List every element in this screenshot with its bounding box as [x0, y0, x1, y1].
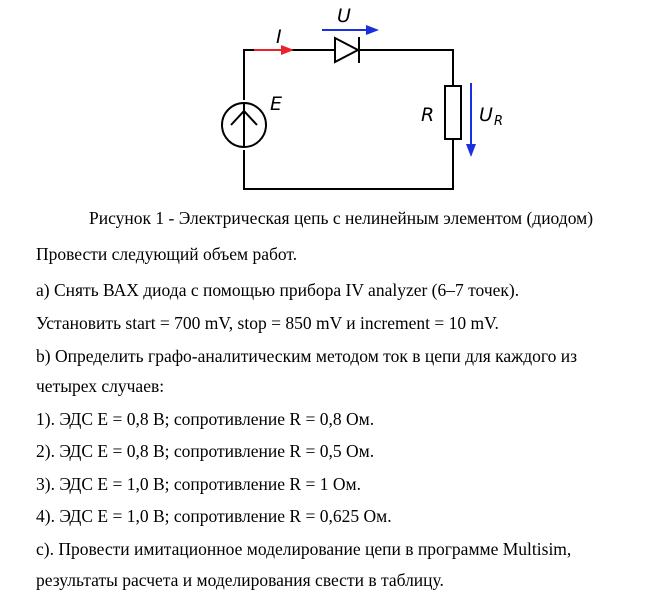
body-line: 1). ЭДС E = 0,8 В; сопротивление R = 0,8 Ом.	[36, 409, 375, 429]
circuit-diagram	[0, 0, 665, 200]
label-current: I	[276, 26, 282, 48]
body-line: четырех случаев:	[36, 376, 165, 396]
resistor-symbol	[445, 86, 461, 139]
body-line: c). Провести имитационное моделирование цепи в программе Multisim,	[36, 539, 572, 559]
voltage-source-symbol	[222, 103, 266, 147]
diode-symbol	[335, 37, 359, 63]
label-resistor: R	[421, 104, 435, 126]
body-line: 2). ЭДС E = 0,8 В; сопротивление R = 0,5 Ом.	[36, 441, 375, 461]
label-resistor-voltage: U	[479, 104, 493, 126]
label-diode-voltage: U	[337, 5, 351, 27]
figure-caption: Рисунок 1 - Электрическая цепь с нелинейным элементом (диодом)	[89, 208, 594, 228]
label-resistor-voltage-subscript: R	[494, 114, 504, 129]
resistor-voltage-arrow	[466, 83, 476, 157]
body-line: Провести следующий объем работ.	[36, 244, 298, 264]
body-line: Установить start = 700 mV, stop = 850 mV и increment = 10 mV.	[36, 313, 499, 333]
label-emf: E	[270, 93, 283, 115]
current-arrow	[254, 45, 294, 55]
body-line: 4). ЭДС E = 1,0 В; сопротивление R = 0,625 Ом.	[36, 506, 392, 526]
body-line: a) Снять ВАХ диода с помощью прибора IV analyzer (6–7 точек).	[36, 280, 520, 300]
body-line: b) Определить графо-аналитическим методом ток в цепи для каждого из	[36, 346, 578, 366]
body-line: 3). ЭДС E = 1,0 В; сопротивление R = 1 Ом.	[36, 474, 361, 494]
body-line: результаты расчета и моделирования свести в таблицу.	[36, 570, 444, 590]
